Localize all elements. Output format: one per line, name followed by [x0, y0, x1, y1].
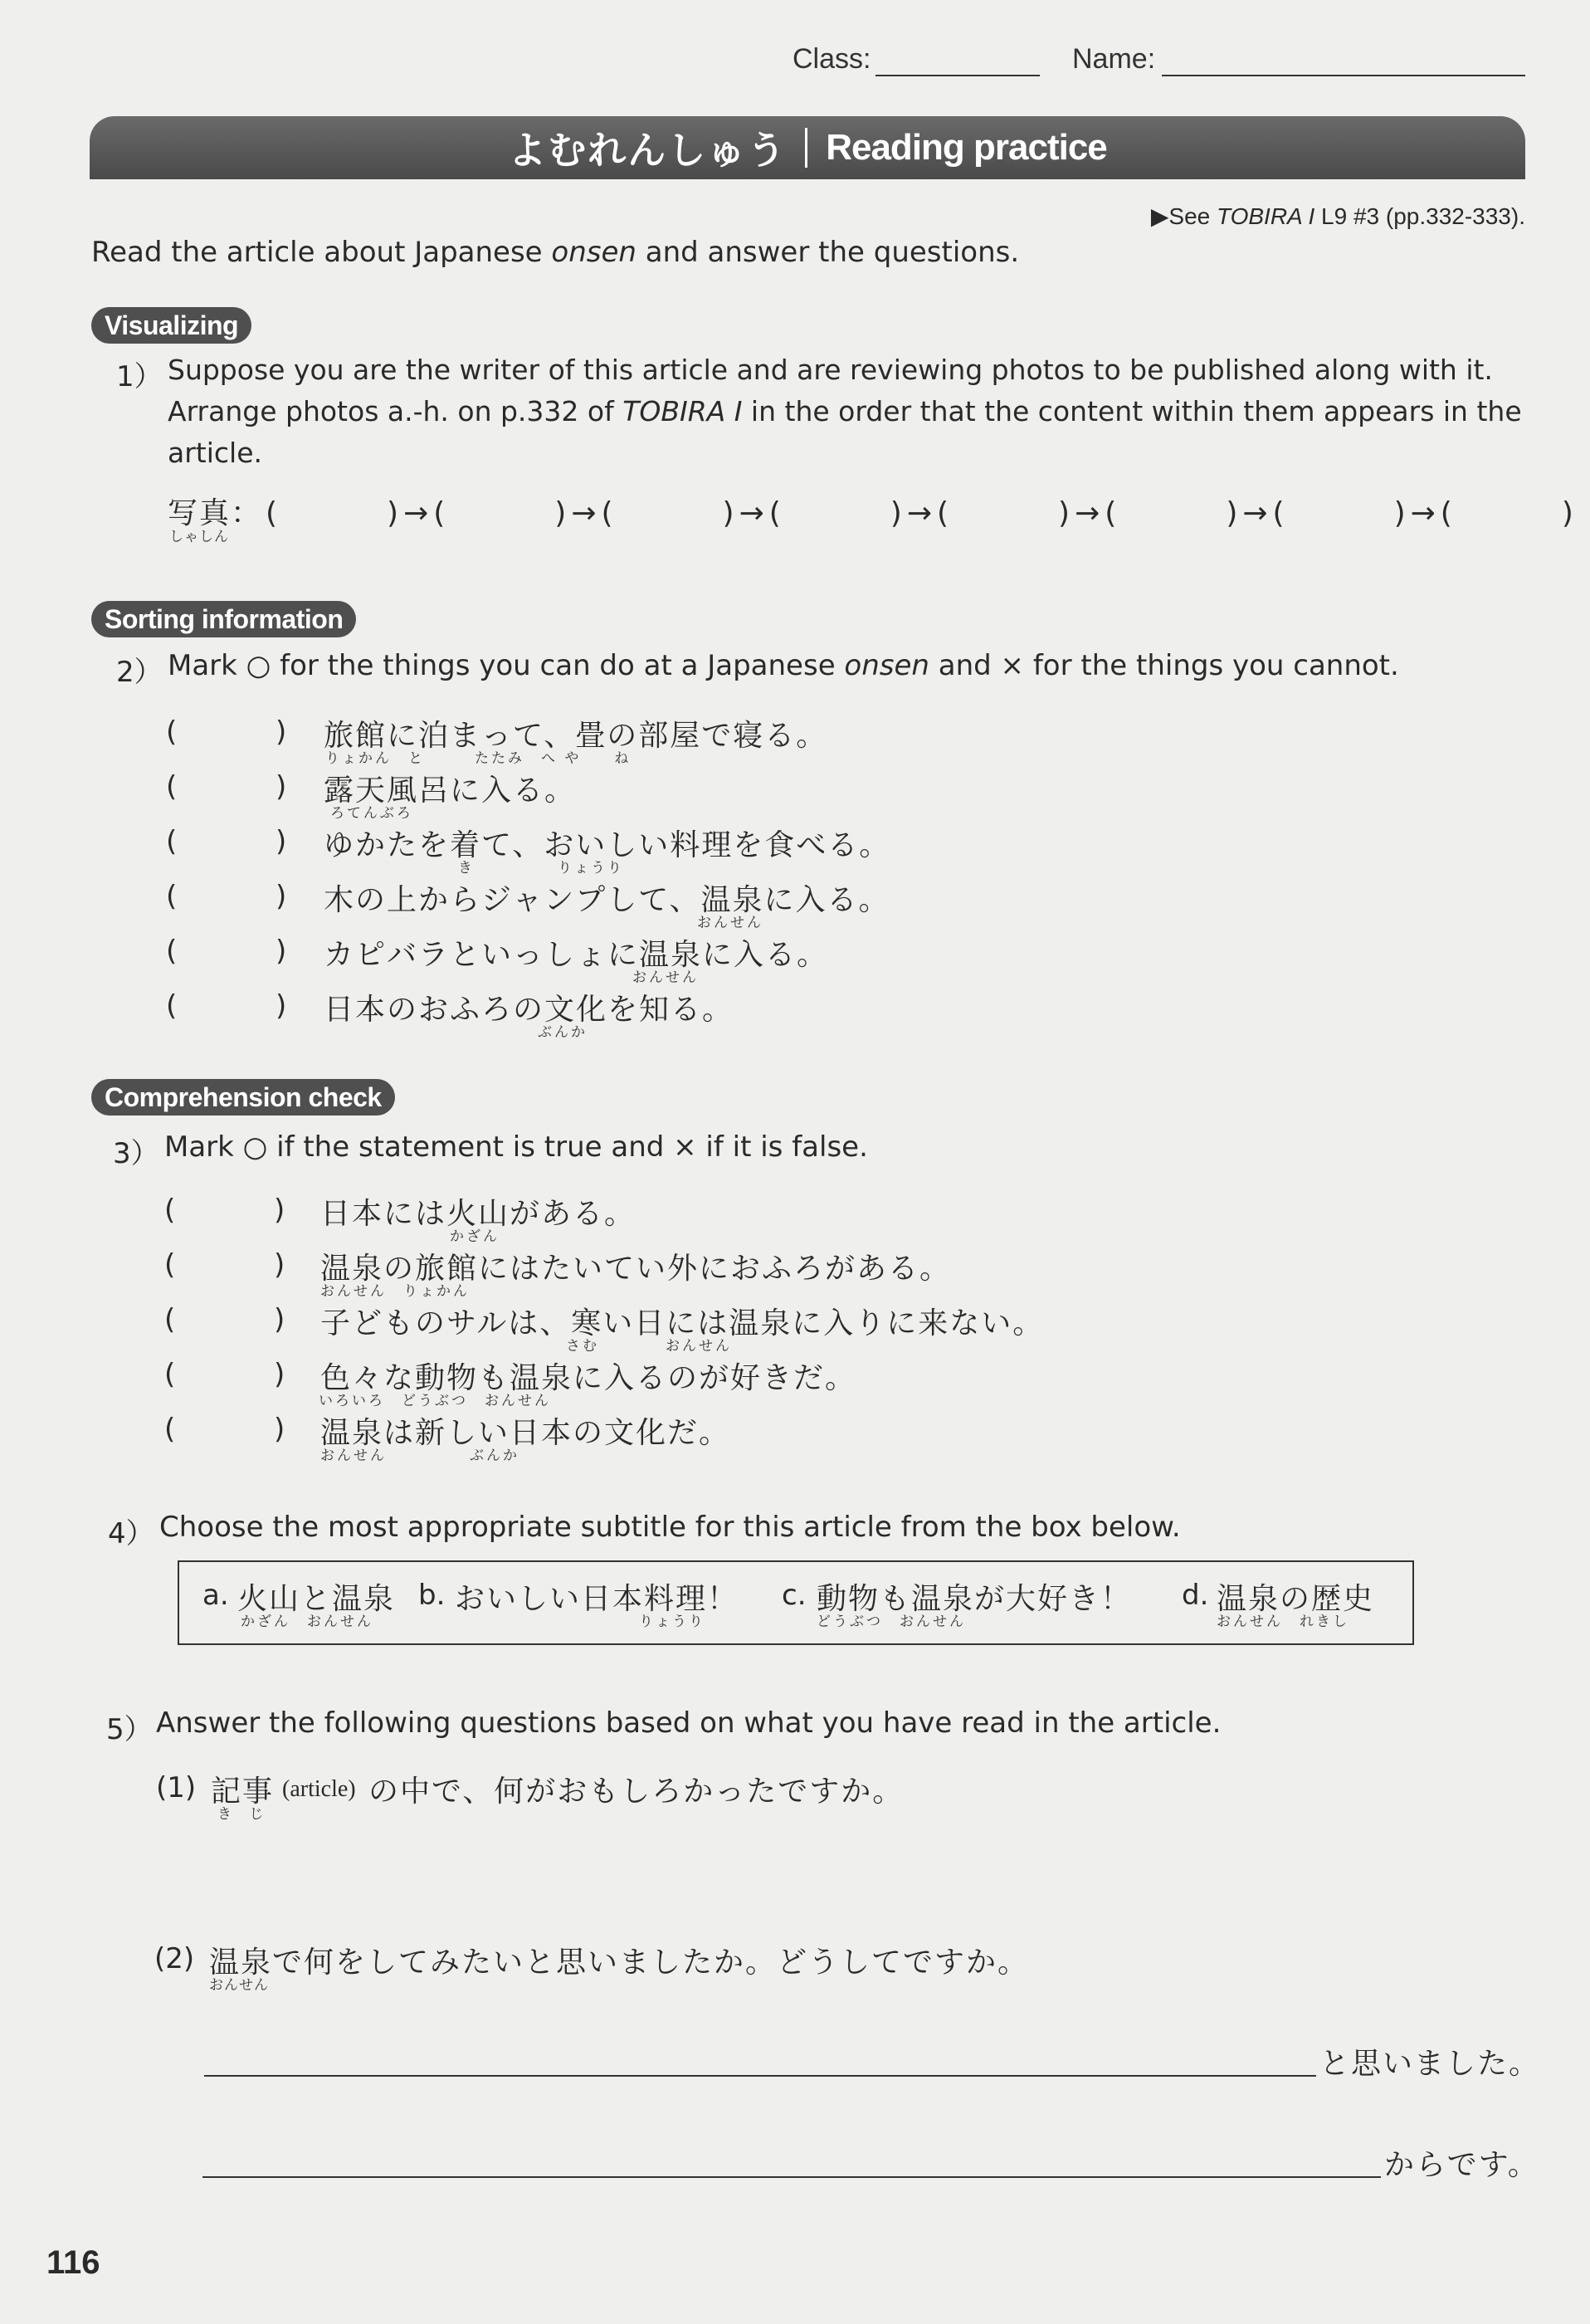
reference-suffix: L9 #3 (pp.332-333).	[1314, 203, 1525, 229]
q3-item-ruby: さむ おんせん	[566, 1338, 732, 1355]
q2-item-paren-open[interactable]: (	[166, 715, 178, 749]
photo-sequence[interactable]: ：( )→( )→( )→( )→( )→( )→( )→( )	[231, 496, 1578, 530]
page-number: 116	[46, 2244, 100, 2281]
q2-item-ruby: き りょうり	[458, 860, 624, 876]
q2-item-paren-close[interactable]: )	[276, 989, 287, 1023]
q3-item-paren-open[interactable]: (	[164, 1194, 176, 1227]
option-c-ruby: どうぶつ おんせん	[817, 1614, 966, 1630]
q2-text-after: and × for the things you cannot.	[929, 649, 1399, 682]
q3-item-paren-close[interactable]: )	[274, 1248, 285, 1282]
intro-text	[91, 236, 1019, 269]
name-label: Name:	[1072, 43, 1156, 75]
answer-line-1[interactable]	[204, 2075, 1316, 2077]
q5-sub1-english: (article)	[282, 1776, 356, 1802]
q2-item-paren-open[interactable]: (	[166, 989, 178, 1023]
section-banner	[90, 116, 1525, 179]
option-d-text[interactable]: 温泉の歴史	[1217, 1582, 1375, 1616]
q3-item-paren-close[interactable]: )	[274, 1358, 285, 1391]
q3-item-text: 日本には火山がある。	[320, 1197, 636, 1231]
q3-item-paren-open[interactable]: (	[164, 1358, 176, 1391]
option-a-ruby: かざん おんせん	[241, 1614, 373, 1630]
q2-item-text: 木の上からジャンプして、温泉に入る。	[324, 883, 890, 917]
option-b-text[interactable]: おいしい日本料理！	[455, 1582, 739, 1616]
q3-item-text: 温泉の旅館にはたいてい外におふろがある。	[320, 1252, 952, 1286]
q3-item-paren-close[interactable]: )	[274, 1413, 285, 1446]
name-field[interactable]	[1162, 75, 1525, 76]
reference-prefix: See	[1168, 203, 1217, 229]
q3-item-paren-open[interactable]: (	[164, 1413, 176, 1446]
q2-item-ruby: おんせん	[697, 915, 763, 931]
q5-sub1-kanji: 記事	[211, 1775, 275, 1809]
q1-line2-before: Arrange photos a.-h. on p.332 of	[168, 395, 623, 427]
q2-item-ruby: おんせん	[632, 969, 699, 986]
q4-text: Choose the most appropriate subtitle for this article from the box below.	[159, 1511, 1181, 1544]
q2-item-paren-close[interactable]: )	[276, 880, 287, 913]
intro-italic: onsen	[551, 236, 636, 269]
q2-item-paren-close[interactable]: )	[276, 825, 287, 858]
play-arrow-icon: ▶	[1150, 203, 1169, 229]
q4-number: 4）	[108, 1517, 154, 1550]
q3-item-paren-close[interactable]: )	[274, 1194, 285, 1227]
photo-label: 写真	[168, 496, 232, 530]
q5-text: Answer the following questions based on what you have read in the article.	[156, 1706, 1222, 1740]
q5-sub2-text: 温泉で何をしてみたいと思いましたか。どうしてですか。	[209, 1946, 1030, 1980]
q5-number: 5）	[106, 1713, 153, 1746]
answer-line-2[interactable]	[202, 2176, 1381, 2178]
q3-item-paren-open[interactable]: (	[164, 1303, 176, 1336]
q3-item-text: 温泉は新しい日本の文化だ。	[320, 1416, 731, 1450]
answer-line-2-suffix: からです。	[1384, 2148, 1539, 2182]
class-label: Class:	[793, 43, 871, 75]
banner-jp-title: よむれんしゅう	[508, 128, 788, 173]
class-field[interactable]	[875, 75, 1040, 76]
q3-text: Mark ○ if the statement is true and × if it is false.	[164, 1130, 868, 1164]
q2-item-paren-open[interactable]: (	[166, 935, 178, 968]
q2-item-ruby: ろてんぶろ	[330, 805, 413, 822]
q2-item-text: 露天風呂に入る。	[324, 774, 577, 808]
q1-line2-italic: TOBIRA I	[622, 395, 743, 427]
q2-item-paren-open[interactable]: (	[166, 770, 178, 803]
q2-item-paren-open[interactable]: (	[166, 825, 178, 858]
intro-after: and answer the questions.	[636, 236, 1020, 269]
reference-book: TOBIRA I	[1217, 203, 1315, 229]
q3-item-ruby: いろいろ どうぶつ おんせん	[319, 1393, 551, 1409]
q2-item-paren-close[interactable]: )	[276, 935, 287, 968]
q2-item-text: ゆかたを着て、おいしい料理を食べる。	[324, 828, 891, 862]
q3-number: 3）	[113, 1137, 159, 1170]
q1-number: 1）	[116, 360, 163, 393]
q2-item-text: 旅館に泊まって、畳の部屋で寝る。	[324, 719, 828, 753]
q1-line2-after: in the order that the content within them appears in the	[742, 395, 1522, 427]
q2-item-paren-open[interactable]: (	[166, 880, 178, 913]
option-b-label[interactable]: b.	[418, 1579, 446, 1612]
option-a-label[interactable]: a.	[202, 1579, 229, 1612]
option-b-ruby: りょうり	[639, 1614, 705, 1630]
option-a-text[interactable]: 火山と温泉	[237, 1582, 396, 1616]
q2-item-ruby: ぶんか	[538, 1024, 588, 1041]
q3-item-paren-close[interactable]: )	[274, 1303, 285, 1336]
option-d-label[interactable]: d.	[1182, 1579, 1209, 1612]
q2-item-paren-close[interactable]: )	[276, 715, 287, 749]
section-tag-sorting: Sorting information	[91, 601, 356, 637]
q2-item-ruby: りょかん と たたみ へ や ね	[325, 750, 632, 767]
q2-item-text: カピバラといっしょに温泉に入る。	[324, 938, 829, 972]
q2-item-text: 日本のおふろの文化を知る。	[324, 993, 734, 1027]
banner-divider	[805, 128, 807, 168]
option-d-ruby: おんせん れきし	[1217, 1614, 1349, 1630]
q5-sub1-number: (1)	[156, 1771, 197, 1804]
q2-text-before: Mark ○ for the things you can do at a Japanese	[168, 649, 845, 682]
q1-line1: Suppose you are the writer of this article and are reviewing photos to be published along with it.	[168, 354, 1493, 386]
q5-sub1-rest: の中で、何がおもしろかったですか。	[368, 1775, 905, 1809]
q5-sub1-ruby: き じ	[217, 1806, 271, 1823]
q5-sub2-number: (2)	[154, 1942, 195, 1975]
intro-before: Read the article about Japanese	[91, 236, 552, 269]
q5-sub2-ruby: おんせん	[209, 1977, 269, 1994]
q2-item-paren-close[interactable]: )	[276, 770, 287, 803]
q2-text-italic: onsen	[844, 649, 929, 682]
option-c-label[interactable]: c.	[782, 1579, 807, 1612]
q3-item-text: 子どものサルは、寒い日には温泉に入りに来ない。	[320, 1306, 1045, 1340]
option-c-text[interactable]: 動物も温泉が大好き！	[817, 1582, 1133, 1616]
q1-line3: article.	[168, 437, 263, 469]
banner-en-title: Reading practice	[826, 127, 1107, 168]
q2-text	[168, 649, 1399, 682]
q3-item-ruby: かざん	[450, 1228, 500, 1245]
q2-number: 2）	[116, 656, 163, 689]
answer-line-1-suffix: と思いました。	[1319, 2047, 1541, 2081]
q3-item-text: 色々な動物も温泉に入るのが好きだ。	[320, 1361, 857, 1395]
q1-line2	[168, 395, 1522, 427]
book-reference	[1151, 203, 1525, 230]
q3-item-ruby: おんせん ぶんか	[320, 1448, 519, 1464]
photo-ruby: しゃしん	[169, 529, 229, 545]
section-tag-comprehension: Comprehension check	[91, 1079, 395, 1116]
q3-item-ruby: おんせん りょかん	[320, 1283, 470, 1300]
q3-item-paren-open[interactable]: (	[164, 1248, 176, 1282]
section-tag-visualizing: Visualizing	[91, 307, 251, 344]
